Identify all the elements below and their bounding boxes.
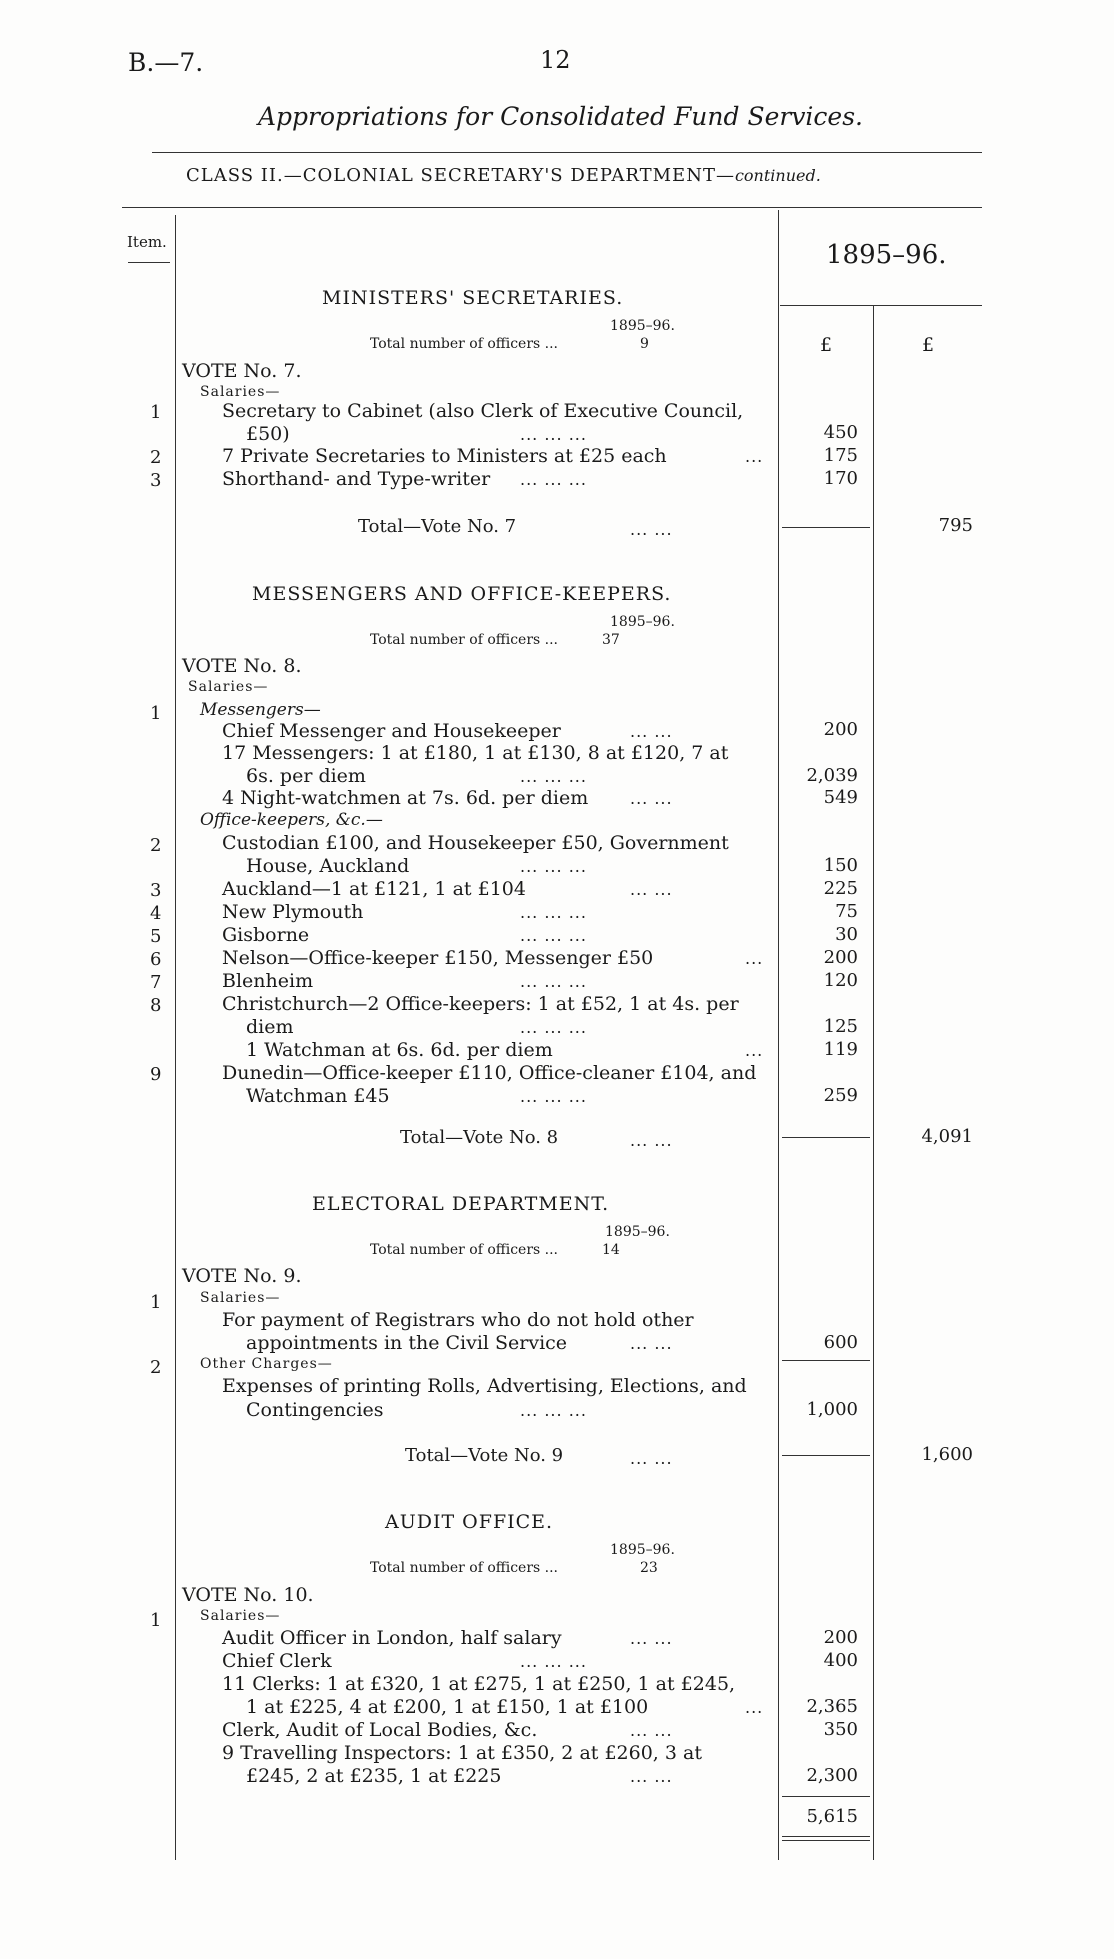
officers-count: 14 — [602, 1242, 620, 1258]
vote-total-label: Total—Vote No. 9 — [405, 1445, 564, 1466]
rule-top — [152, 152, 982, 153]
officers-label: Total number of officers ... — [370, 1242, 559, 1258]
item-number: 7 — [150, 972, 162, 993]
leader-dots: ... ... ... — [520, 470, 587, 489]
leader-dots: ... ... ... — [520, 1401, 587, 1420]
vote-heading: VOTE No. 10. — [182, 1584, 314, 1606]
vote-total: 4,091 — [921, 1126, 973, 1147]
amount: 120 — [823, 970, 858, 991]
entry-text: 1 at £225, 4 at £200, 1 at £150, 1 at £100 — [246, 1696, 649, 1718]
entry-text: 17 Messengers: 1 at £180, 1 at £130, 8 at £120, 7 at — [222, 742, 729, 764]
officers-year: 1895–96. — [605, 1224, 670, 1240]
amount: 30 — [835, 924, 858, 945]
entry-text: £245, 2 at £235, 1 at £225 — [246, 1765, 502, 1787]
officers-year: 1895–96. — [610, 318, 675, 334]
officers-count: 23 — [640, 1560, 658, 1576]
total-column-rule — [873, 305, 874, 1860]
leader-dots: ... ... — [630, 1629, 673, 1648]
amount: 2,300 — [806, 1765, 858, 1786]
officers-label: Total number of officers ... — [370, 336, 559, 352]
entry-text: diem — [246, 1016, 294, 1038]
amount: 75 — [835, 901, 858, 922]
item-number: 2 — [150, 835, 162, 856]
officers-label: Total number of officers ... — [370, 632, 559, 648]
rule — [782, 1360, 870, 1361]
entry-text: Auckland—1 at £121, 1 at £104 — [222, 878, 526, 900]
section-title: MESSENGERS AND OFFICE-KEEPERS. — [252, 583, 672, 605]
amount: 2,039 — [806, 765, 858, 786]
item-number: 3 — [150, 470, 162, 491]
amount: 150 — [823, 855, 858, 876]
leader-dots: ... ... ... — [520, 1087, 587, 1106]
amount: 225 — [823, 878, 858, 899]
leader-dots: ... ... ... — [520, 972, 587, 991]
entry-text: Gisborne — [222, 924, 310, 946]
class-heading: CLASS II.—COLONIAL SECRETARY'S DEPARTMENT—continued. — [186, 165, 821, 186]
leader-dots: ... ... — [630, 1131, 673, 1150]
amount: 170 — [823, 468, 858, 489]
leader-dots: ... ... ... — [520, 857, 587, 876]
amount: 1,000 — [806, 1399, 858, 1420]
section-title: AUDIT OFFICE. — [385, 1511, 554, 1533]
leader-dots: ... ... ... — [520, 767, 587, 786]
entry-text: Contingencies — [246, 1399, 384, 1421]
entry-text: Chief Messenger and Housekeeper — [222, 720, 561, 742]
leader-dots: ... ... ... — [520, 1018, 587, 1037]
item-number: 8 — [150, 995, 162, 1016]
item-number: 4 — [150, 903, 162, 924]
entry-text: 4 Night-watchmen at 7s. 6d. per diem — [222, 787, 589, 809]
item-header-underline — [128, 262, 170, 263]
leader-dots: ... — [745, 949, 764, 968]
leader-dots: ... ... — [630, 1334, 673, 1353]
page-number: 12 — [540, 46, 571, 74]
subtotal-rule — [782, 1137, 870, 1138]
amount: 175 — [823, 445, 858, 466]
entry-text: New Plymouth — [222, 901, 364, 923]
vote-total-label: Total—Vote No. 8 — [400, 1127, 559, 1148]
leader-dots: ... — [745, 447, 764, 466]
officers-count: 9 — [640, 336, 649, 352]
entry-text: Secretary to Cabinet (also Clerk of Executive Council, — [222, 400, 744, 422]
subtotal-rule-bottom — [782, 1836, 870, 1837]
entry-text: Christchurch—2 Office-keepers: 1 at £52, 1 at 4s. per — [222, 993, 739, 1015]
salaries-heading: Salaries— — [188, 679, 269, 695]
vote-total: 1,600 — [921, 1444, 973, 1465]
page-subtitle: Appropriations for Consolidated Fund Services. — [258, 102, 864, 131]
subtotal-rule — [782, 1455, 870, 1456]
entry-text: Dunedin—Office-keeper £110, Office-cleaner £104, and — [222, 1062, 757, 1084]
subtotal: 5,615 — [806, 1806, 858, 1827]
item-column-header: Item. — [127, 233, 167, 251]
section-title: ELECTORAL DEPARTMENT. — [312, 1193, 610, 1215]
item-number: 5 — [150, 926, 162, 947]
item-number: 1 — [150, 1292, 162, 1313]
leader-dots: ... ... ... — [520, 1652, 587, 1671]
pound-header-2: £ — [922, 334, 935, 356]
amount: 2,365 — [806, 1696, 858, 1717]
officers-year: 1895–96. — [610, 1542, 675, 1558]
item-number: 1 — [150, 703, 162, 724]
item-column-rule — [175, 215, 176, 1860]
entry-text: Custodian £100, and Housekeeper £50, Government — [222, 832, 729, 854]
year-header-rule — [780, 305, 982, 306]
salaries-heading: Salaries— — [200, 1608, 281, 1624]
entry-text: House, Auckland — [246, 855, 410, 877]
leader-dots: ... ... ... — [520, 425, 587, 444]
amount: 200 — [823, 1627, 858, 1648]
document-reference: B.—7. — [128, 48, 204, 77]
entry-text: 7 Private Secretaries to Ministers at £25 each — [222, 445, 667, 467]
amount: 350 — [823, 1719, 858, 1740]
entry-text: 11 Clerks: 1 at £320, 1 at £275, 1 at £250, 1 at £245, — [222, 1673, 736, 1695]
item-number: 9 — [150, 1064, 162, 1085]
leader-dots: ... ... — [630, 722, 673, 741]
amount: 600 — [823, 1332, 858, 1353]
vote-heading: VOTE No. 7. — [182, 360, 302, 382]
entry-text: £50) — [246, 423, 290, 445]
entry-text: 1 Watchman at 6s. 6d. per diem — [246, 1039, 553, 1061]
other-charges-heading: Other Charges— — [200, 1356, 333, 1372]
leader-dots: ... — [745, 1041, 764, 1060]
entry-text: Chief Clerk — [222, 1650, 332, 1672]
entry-text: 6s. per diem — [246, 765, 366, 787]
entry-text: Expenses of printing Rolls, Advertising, Elections, and — [222, 1375, 747, 1397]
entry-text: Shorthand- and Type-writer — [222, 468, 491, 490]
vote-total-label: Total—Vote No. 7 — [358, 516, 517, 537]
subheading: Messengers— — [200, 700, 321, 720]
vote-heading: VOTE No. 8. — [182, 655, 302, 677]
amount: 200 — [823, 719, 858, 740]
entry-text: 9 Travelling Inspectors: 1 at £350, 2 at £260, 3 at — [222, 1742, 702, 1764]
item-number: 3 — [150, 880, 162, 901]
item-number: 1 — [150, 1610, 162, 1631]
salaries-heading: Salaries— — [200, 384, 281, 400]
subtotal-rule-bottom-2 — [782, 1840, 870, 1841]
amount: 450 — [823, 422, 858, 443]
subheading: Office-keepers, &c.— — [200, 810, 383, 830]
leader-dots: ... ... — [630, 1721, 673, 1740]
item-number: 6 — [150, 949, 162, 970]
amount-column-rule — [778, 210, 779, 1860]
entry-text: Clerk, Audit of Local Bodies, &c. — [222, 1719, 538, 1741]
subtotal-rule — [782, 527, 870, 528]
rule-under-class — [122, 207, 982, 208]
amount: 549 — [823, 787, 858, 808]
amount: 125 — [823, 1016, 858, 1037]
amount: 200 — [823, 947, 858, 968]
item-number: 2 — [150, 1357, 162, 1378]
entry-text: appointments in the Civil Service — [246, 1332, 568, 1354]
vote-total: 795 — [938, 515, 973, 536]
amount: 119 — [823, 1039, 858, 1060]
amount: 259 — [823, 1085, 858, 1106]
year-column-header: 1895–96. — [826, 240, 947, 270]
leader-dots: ... ... — [630, 520, 673, 539]
entry-text: For payment of Registrars who do not hold other — [222, 1309, 694, 1331]
leader-dots: ... ... — [630, 1449, 673, 1468]
amount: 400 — [823, 1650, 858, 1671]
leader-dots: ... ... — [630, 880, 673, 899]
entry-text: Nelson—Office-keeper £150, Messenger £50 — [222, 947, 654, 969]
pound-header-1: £ — [820, 334, 833, 356]
officers-count: 37 — [602, 632, 620, 648]
officers-label: Total number of officers ... — [370, 1560, 559, 1576]
entry-text: Blenheim — [222, 970, 314, 992]
entry-text: Audit Officer in London, half salary — [222, 1627, 562, 1649]
section-title: MINISTERS' SECRETARIES. — [322, 287, 624, 309]
leader-dots: ... ... — [630, 789, 673, 808]
leader-dots: ... ... ... — [520, 926, 587, 945]
item-number: 1 — [150, 402, 162, 423]
vote-heading: VOTE No. 9. — [182, 1265, 302, 1287]
leader-dots: ... — [745, 1698, 764, 1717]
item-number: 2 — [150, 447, 162, 468]
leader-dots: ... ... ... — [520, 903, 587, 922]
entry-text: Watchman £45 — [246, 1085, 390, 1107]
officers-year: 1895–96. — [610, 614, 675, 630]
salaries-heading: Salaries— — [200, 1290, 281, 1306]
subtotal-rule — [782, 1796, 870, 1797]
leader-dots: ... ... — [630, 1767, 673, 1786]
